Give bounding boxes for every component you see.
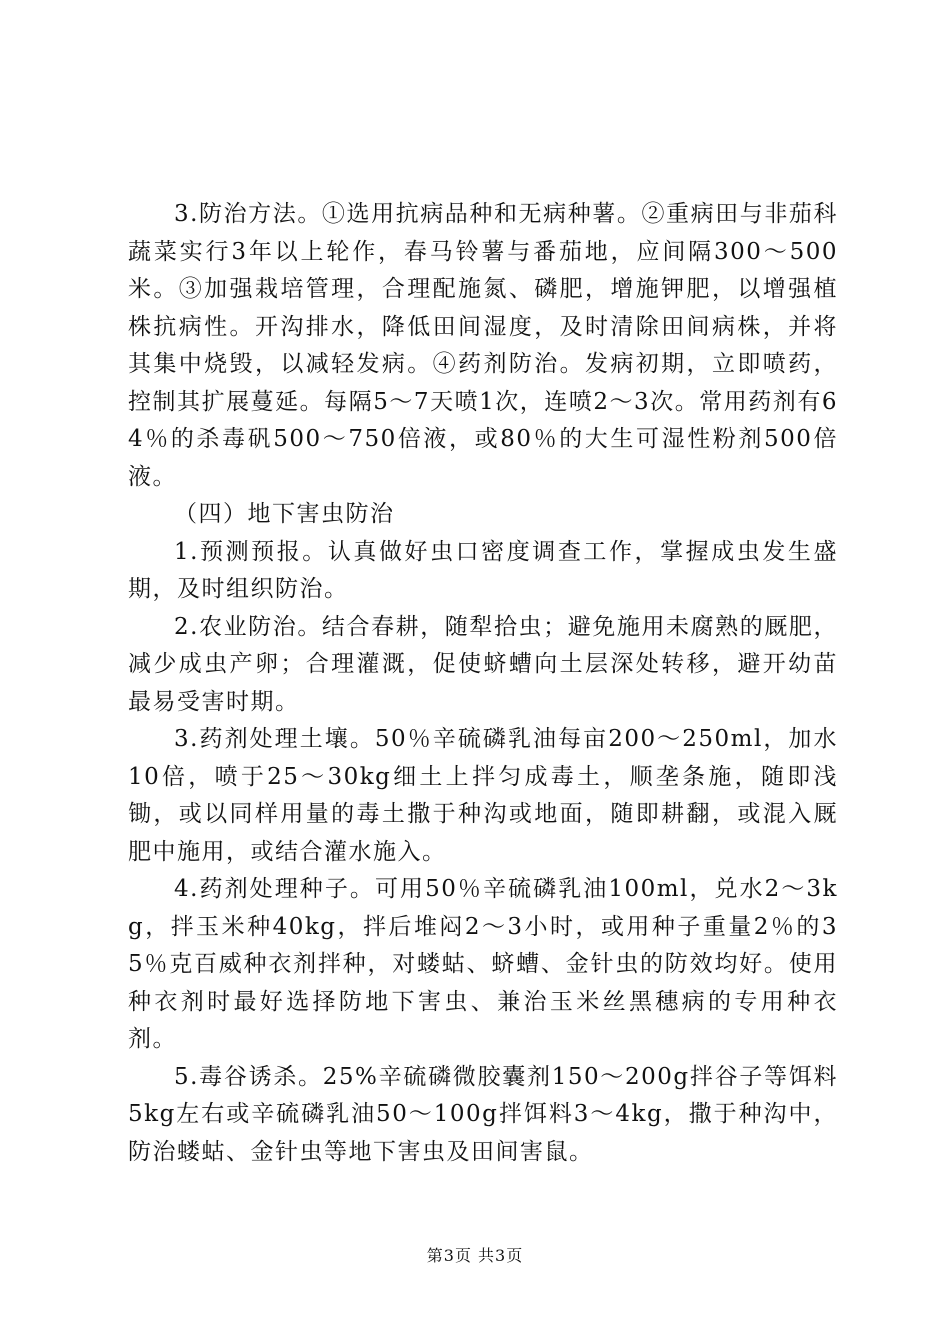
paragraph-forecast: 1.预测预报。认真做好虫口密度调查工作，掌握成虫发生盛期，及时组织防治。 — [128, 538, 838, 602]
paragraph-seed-treatment: 4.药剂处理种子。可用50％辛硫磷乳油100ml，兑水2～3kg，拌玉米种40kg，拌后堆闷2～3小时，或用种子重量2％的35％克百威种衣剂拌种，对蝼蛄、蛴螬、金针虫的防效均好。使用种衣剂时最好选择防地下害虫、兼治玉米丝黑穗病的专用种衣剂。 — [128, 876, 838, 1052]
paragraph-soil-treatment: 3.药剂处理土壤。50％辛硫磷乳油每亩200～250ml，加水10倍，喷于25～30kg细土上拌匀成毒土，顺垄条施，随即浅锄，或以同样用量的毒土撒于种沟或地面，随即耕翻，或混入厩肥中施用，或结合灌水施入。 — [128, 726, 838, 865]
paragraph-control-methods: 3.防治方法。①选用抗病品种和无病种薯。②重病田与非茄科蔬菜实行3年以上轮作，春马铃薯与番茄地，应间隔300～500米。③加强栽培管理，合理配施氮、磷肥，增施钾肥，以增强植株抗病性。开沟排水，降低田间湿度，及时清除田间病株，并将其集中烧毁，以减轻发病。④药剂防治。发病初期，立即喷药，控制其扩展蔓延。每隔5～7天喷1次，连喷2～3次。常用药剂有64％的杀毒矾500～750倍液，或80％的大生可湿性粉剂500倍液。 — [128, 201, 838, 490]
section-heading-underground-pests: （四）地下害虫防治 — [174, 501, 395, 527]
document-body — [128, 196, 838, 1171]
page-footer: 第3页 共3页 — [426, 1246, 524, 1265]
paragraph-agricultural-control: 2.农业防治。结合春耕，随犁拾虫；避免施用未腐熟的厩肥，减少成虫产卵；合理灌溉，促使蛴螬向土层深处转移，避开幼苗最易受害时期。 — [128, 613, 838, 715]
paragraph-poison-bait: 5.毒谷诱杀。25%辛硫磷微胶囊剂150～200g拌谷子等饵料5kg左右或辛硫磷乳油50～100g拌饵料3～4kg，撒于种沟中，防治蝼蛄、金针虫等地下害虫及田间害鼠。 — [128, 1063, 838, 1165]
